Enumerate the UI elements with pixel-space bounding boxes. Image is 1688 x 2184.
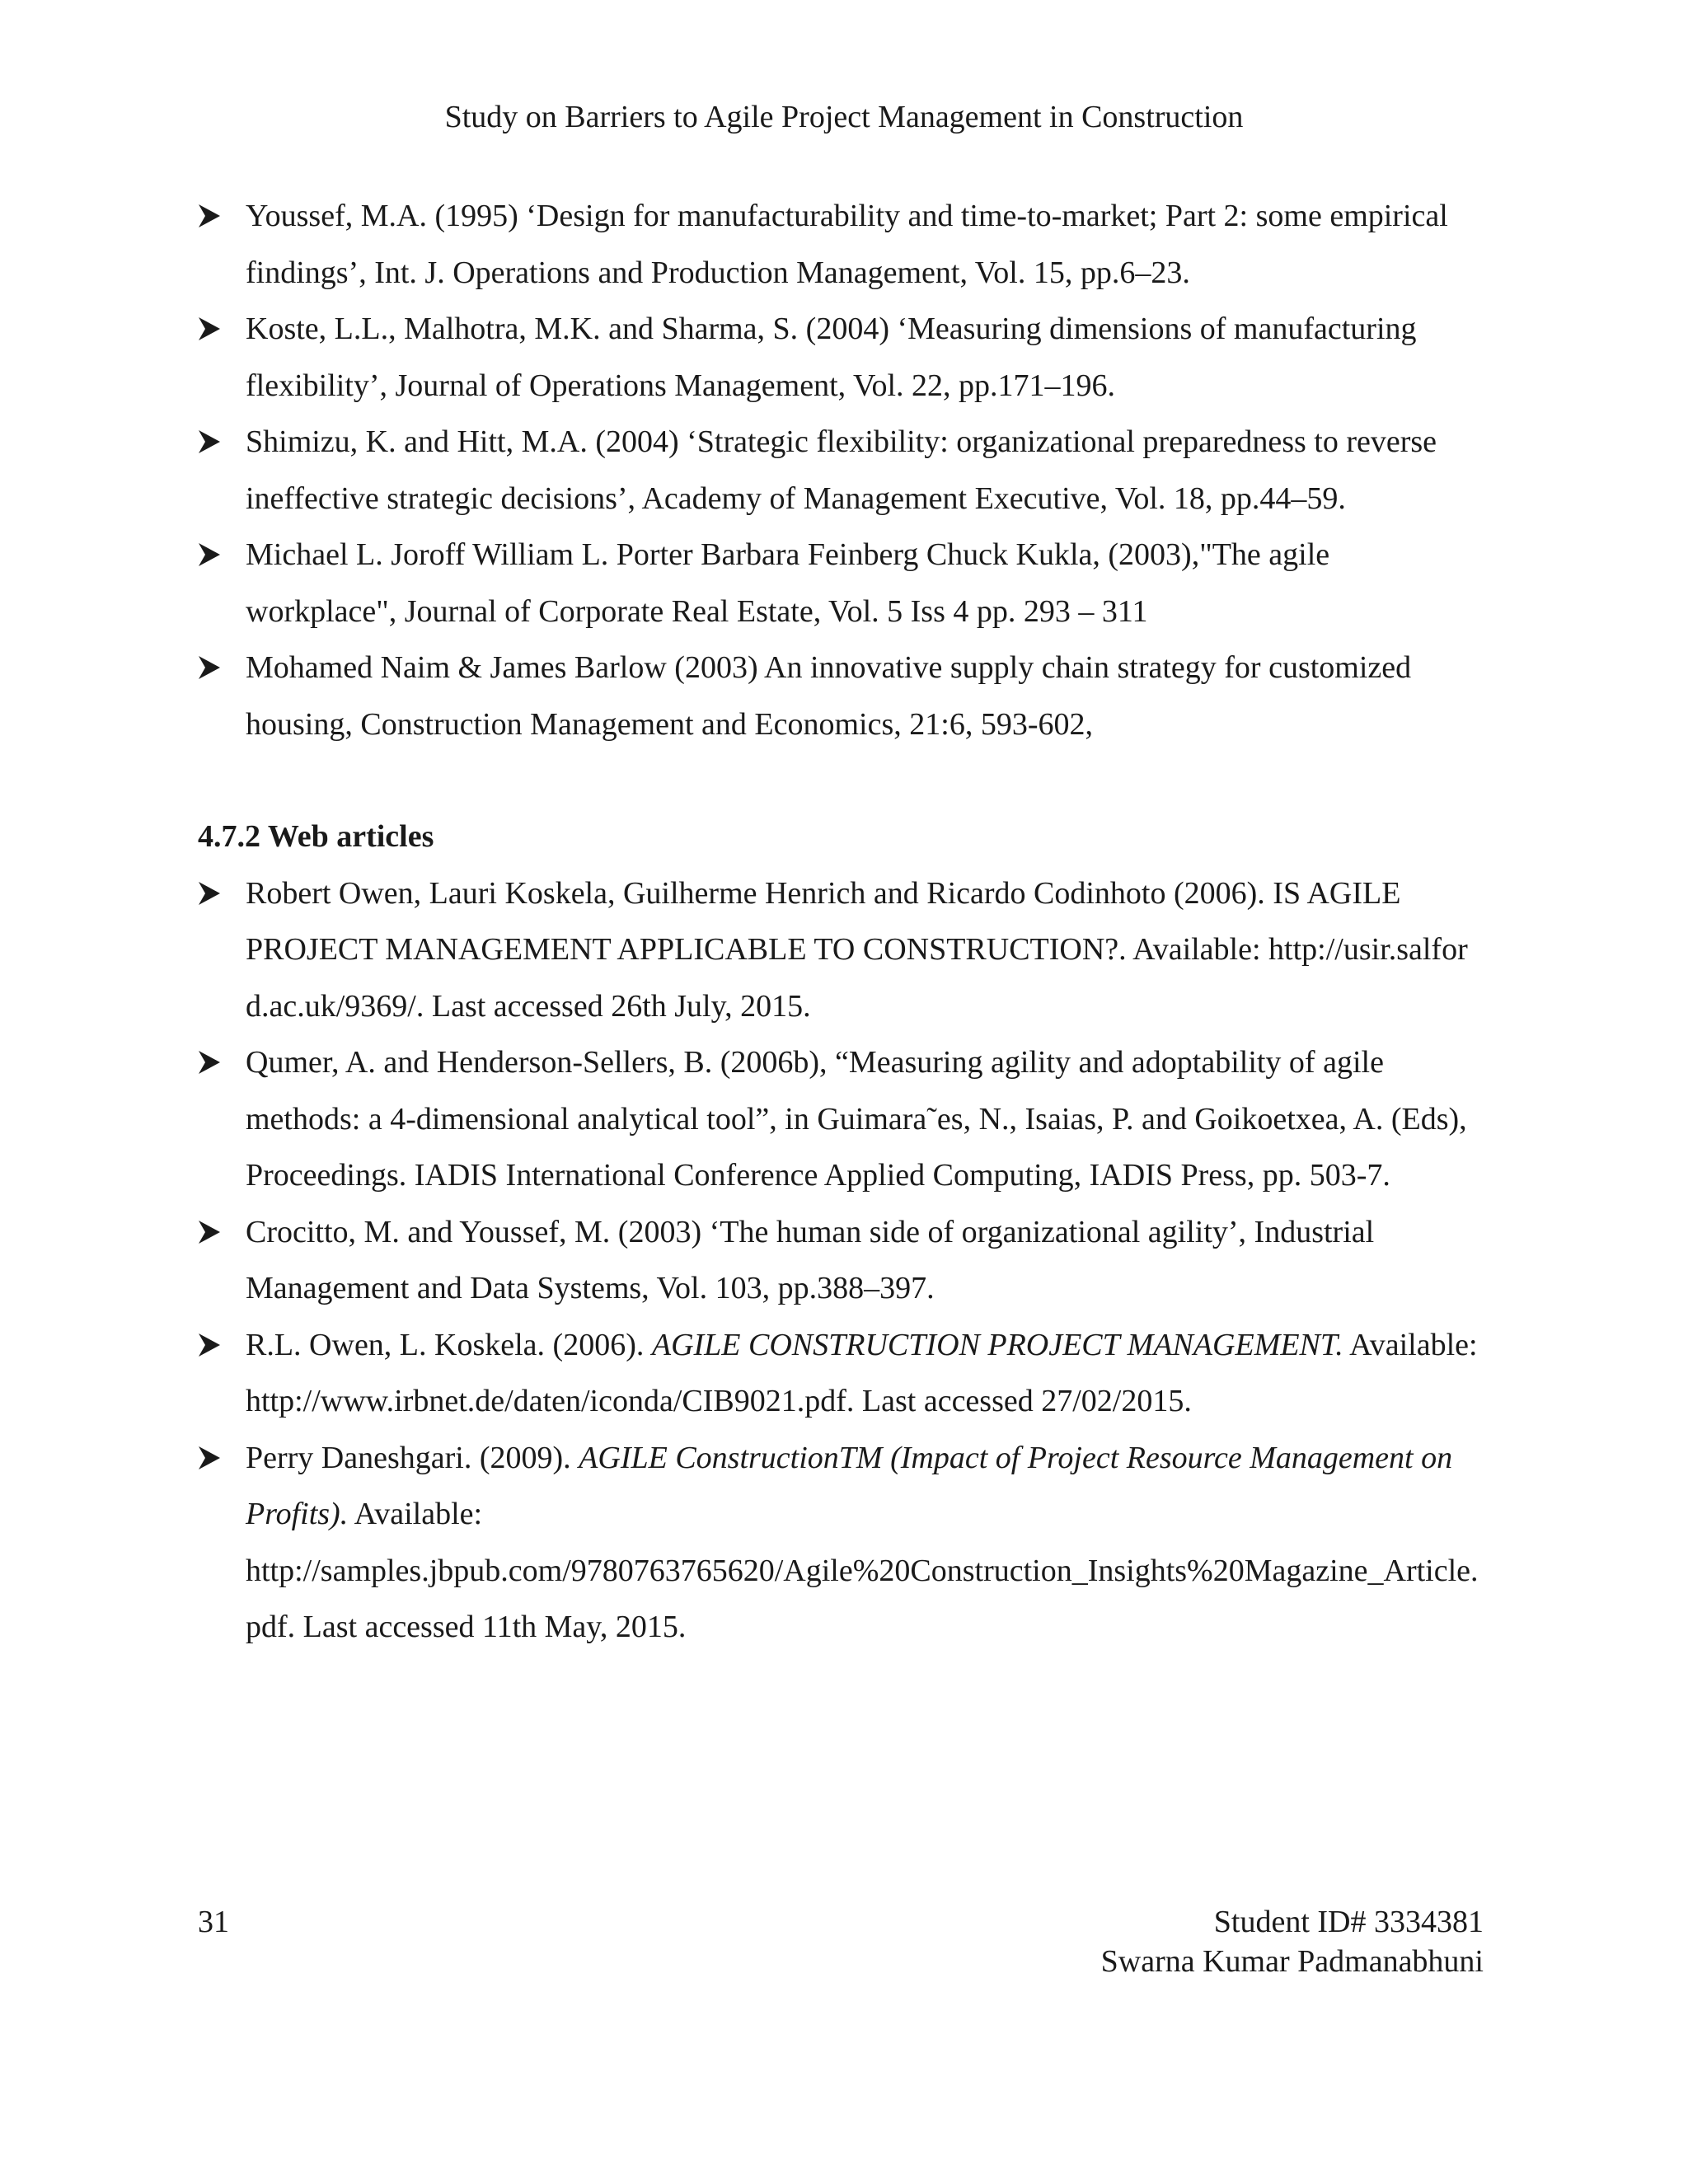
arrowhead-bullet-icon	[198, 1317, 231, 1374]
arrowhead-bullet-icon	[198, 188, 231, 245]
arrowhead-bullet-icon	[198, 640, 231, 696]
reference-text: Crocitto, M. and Youssef, M. (2003) ‘The human side of organizational agility’, Industrial Management and Data Systems, Vol. 103, pp.388–397.	[246, 1214, 1375, 1305]
reference-available-label: Available:	[1343, 1327, 1478, 1362]
running-header: Study on Barriers to Agile Project Management in Construction	[444, 100, 1244, 134]
reference-text: R.L. Owen, L. Koskela. (2006).	[246, 1327, 652, 1362]
arrowhead-bullet-icon	[198, 865, 231, 922]
reference-url[interactable]: http://www.irbnet.de/daten/iconda/CIB9021.pdf	[246, 1384, 846, 1418]
reference-access-note: . Last accessed 26th July, 2015.	[415, 988, 811, 1024]
reference-text: Perry Daneshgari. (2009).	[246, 1440, 579, 1475]
reference-access-note: . Last accessed 27/02/2015.	[846, 1384, 1192, 1418]
footer-author-block	[1101, 1902, 1484, 1981]
student-id: Student ID# 3334381	[1213, 1905, 1484, 1939]
references-content	[198, 188, 1484, 1656]
web-references-list	[198, 865, 1484, 1656]
reference-item	[198, 414, 1484, 527]
section-heading-web-articles: 4.7.2 Web articles	[198, 819, 434, 854]
reference-item	[198, 301, 1484, 414]
page-number: 31	[198, 1905, 229, 1939]
reference-item	[198, 527, 1484, 640]
reference-text: Mohamed Naim & James Barlow (2003) An innovative supply chain strategy for customized housing, Construction Management and Economics, 21:6, 593-602,	[246, 650, 1412, 742]
reference-item	[198, 188, 1484, 301]
author-name: Swarna Kumar Padmanabhuni	[1100, 1944, 1484, 1979]
reference-url[interactable]: http://usir.salford.ac.uk/9369/	[246, 932, 1468, 1024]
reference-access-note: . Last accessed 11th May, 2015.	[287, 1610, 687, 1644]
arrowhead-bullet-icon	[198, 527, 231, 583]
reference-text: Koste, L.L., Malhotra, M.K. and Sharma, S. (2004) ‘Measuring dimensions of manufacturing flexibility’, Journal of Operations Management, Vol. 22, pp.171–196.	[246, 312, 1417, 403]
reference-item	[198, 1317, 1484, 1430]
reference-title-italic: AGILE CONSTRUCTION PROJECT MANAGEMENT.	[651, 1327, 1343, 1362]
reference-item	[198, 1204, 1484, 1317]
reference-text: Shimizu, K. and Hitt, M.A. (2004) ‘Strategic flexibility: organizational preparedness to reverse ineffective strategic decisions’, Academy of Management Executive, Vol. 18, pp.44–59.	[246, 424, 1437, 516]
reference-item	[198, 1034, 1484, 1204]
reference-available-label: Available:	[348, 1497, 483, 1531]
reference-item	[198, 640, 1484, 752]
reference-item	[198, 1430, 1484, 1656]
arrowhead-bullet-icon	[198, 1034, 231, 1091]
reference-text: Qumer, A. and Henderson-Sellers, B. (2006b), “Measuring agility and adoptability of agile methods: a 4-dimensional analytical tool”, in Guimara˜es, N., Isaias, P. and Goikoetxea, A. (Eds), Proceedings. IADIS International Conference Applied Computing, IADIS Press, pp. 503-7.	[246, 1045, 1467, 1193]
arrowhead-bullet-icon	[198, 301, 231, 358]
arrowhead-bullet-icon	[198, 1430, 231, 1487]
arrowhead-bullet-icon	[198, 414, 231, 471]
reference-text: Robert Owen, Lauri Koskela, Guilherme Henrich and Ricardo Codinhoto (2006). IS AGILE PROJECT MANAGEMENT APPLICABLE TO CONSTRUCTION?. Available:	[246, 875, 1401, 967]
reference-text: Michael L. Joroff William L. Porter Barbara Feinberg Chuck Kukla, (2003),"The agile workplace", Journal of Corporate Real Estate, Vol. 5 Iss 4 pp. 293 – 311	[246, 537, 1330, 629]
journal-references-list	[198, 188, 1484, 752]
reference-title-italic: AGILE ConstructionTM (Impact of Project Resource Management on Profits).	[246, 1440, 1453, 1531]
arrowhead-bullet-icon	[198, 1204, 231, 1261]
reference-text: Youssef, M.A. (1995) ‘Design for manufacturability and time-to-market; Part 2: some empirical findings’, Int. J. Operations and Production Management, Vol. 15, pp.6–23.	[246, 199, 1448, 290]
reference-item	[198, 865, 1484, 1035]
reference-url[interactable]: http://samples.jbpub.com/9780763765620/Agile%20Construction_Insights%20Magazine_Article.pdf	[246, 1553, 1479, 1644]
